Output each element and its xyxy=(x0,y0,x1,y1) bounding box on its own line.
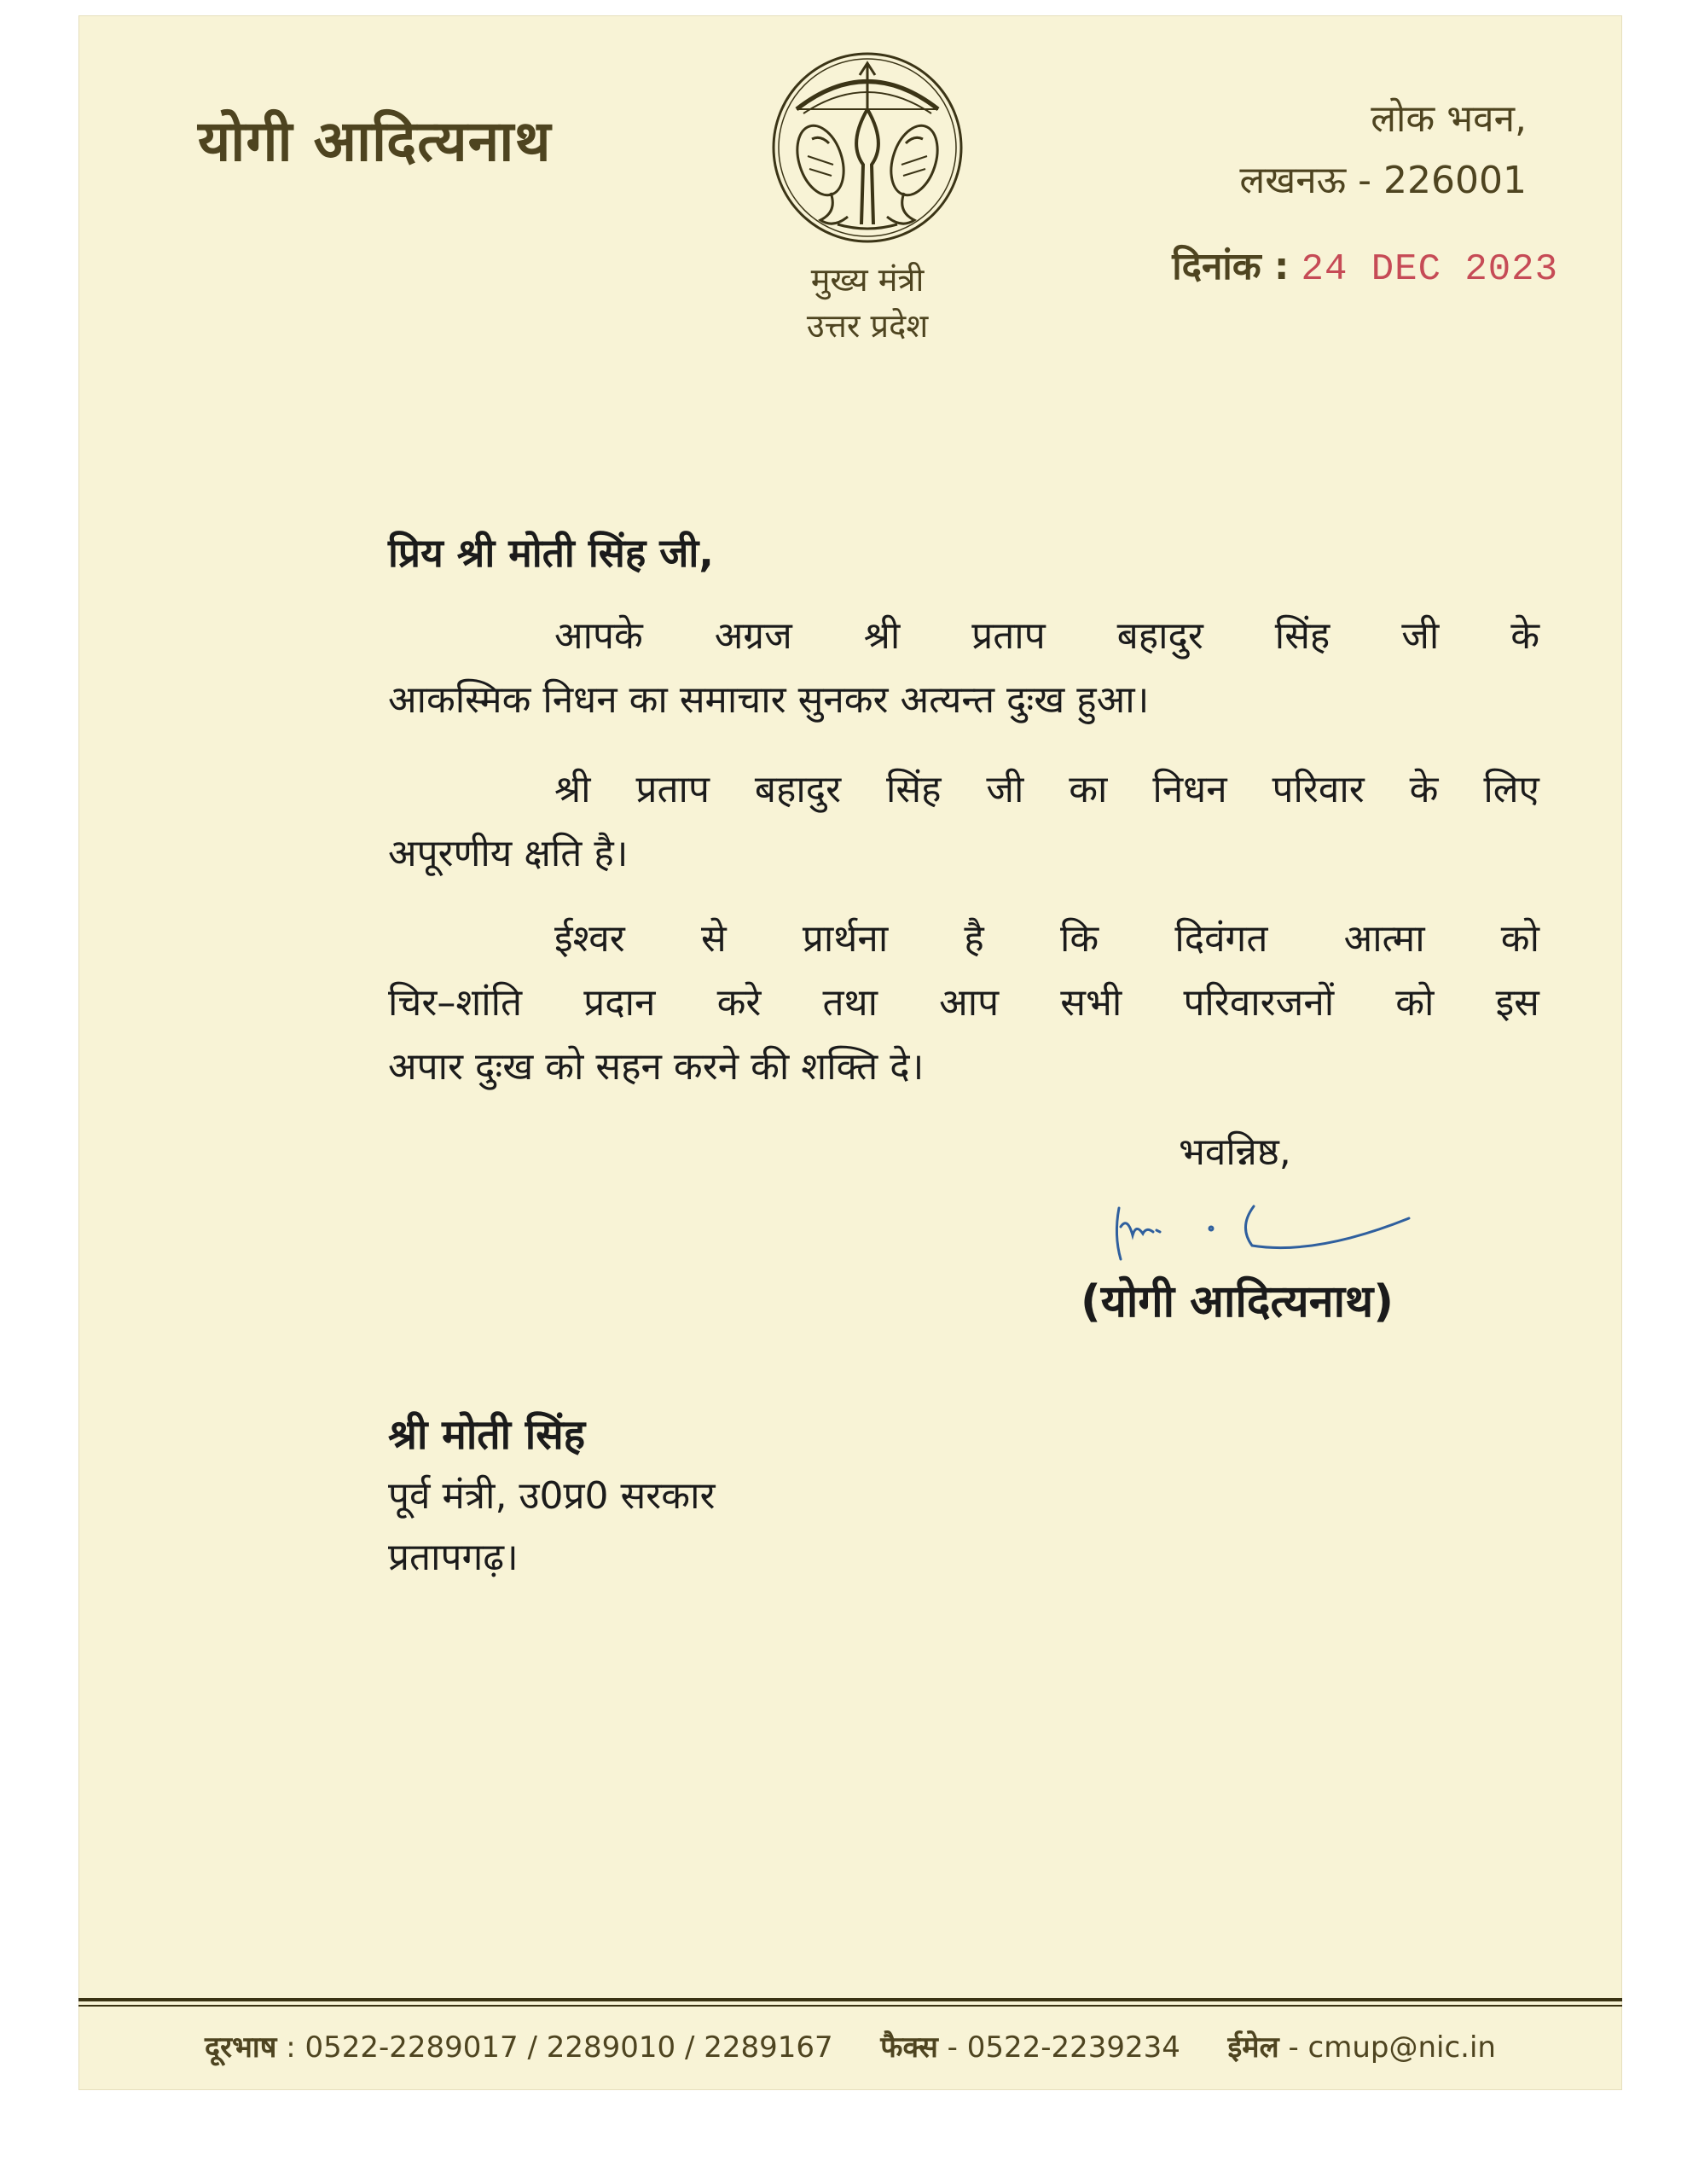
paragraph-3-line-1 xyxy=(388,907,1539,971)
word: परिवारजनों xyxy=(1183,981,1335,1025)
date-label: दिनांक : xyxy=(1172,245,1290,288)
salutation: प्रिय श्री मोती सिंह जी, xyxy=(388,530,714,576)
word: बहादुर xyxy=(1116,614,1203,658)
footer-rule xyxy=(78,1998,1622,2001)
word: चिर–शांति xyxy=(388,981,523,1025)
handwritten-signature xyxy=(1102,1184,1469,1278)
phone-numbers: : 0522-2289017 / 2289010 / 2289167 xyxy=(286,2030,833,2065)
word: आपके xyxy=(554,614,643,658)
word: के xyxy=(1409,768,1439,811)
paragraph-1 xyxy=(388,604,1539,732)
address-line-2: लखनऊ - 226001 xyxy=(1239,159,1527,202)
word: श्री xyxy=(554,768,591,811)
word: को xyxy=(1500,917,1539,961)
email-label: ईमेल xyxy=(1227,2030,1279,2065)
phone-label: दूरभाष xyxy=(205,2030,277,2065)
recipient-place: प्रतापगढ़। xyxy=(388,1536,519,1579)
paragraph-3-line-3: अपार दुःख को सहन करने की शक्ति दे। xyxy=(388,1045,925,1089)
word: है xyxy=(964,917,984,961)
letter-sheet xyxy=(78,15,1622,2090)
word: परिवार xyxy=(1272,768,1365,811)
state-emblem-icon xyxy=(769,49,965,246)
paragraph-2 xyxy=(388,758,1539,886)
recipient-name: श्री मोती सिंह xyxy=(388,1411,586,1459)
word: को xyxy=(1395,981,1435,1025)
word: श्री xyxy=(863,614,901,658)
paragraph-2-line-2: अपूरणीय क्षति है। xyxy=(388,832,629,875)
word: ईश्वर xyxy=(554,917,625,961)
date-row xyxy=(1172,239,1558,291)
paragraph-1-line-2: आकस्मिक निधन का समाचार सुनकर अत्यन्त दुःख हुआ। xyxy=(388,678,1150,722)
address-line-1: लोक भवन, xyxy=(1371,97,1527,141)
fax-label: फैक्स xyxy=(880,2030,938,2065)
word: आप xyxy=(939,981,1000,1025)
word: सिंह xyxy=(885,768,942,811)
word: प्रताप xyxy=(635,768,710,811)
closing: भवन्निष्ठ, xyxy=(1179,1130,1291,1174)
date-stamp: 24 DEC 2023 xyxy=(1301,248,1558,291)
word: आत्मा xyxy=(1343,917,1425,961)
recipient-designation: पूर्व मंत्री, उ0प्र0 सरकार xyxy=(388,1474,716,1518)
word: प्रदान xyxy=(583,981,656,1025)
word: से xyxy=(700,917,727,961)
word: इस xyxy=(1495,981,1539,1025)
word: के xyxy=(1510,614,1539,658)
fax-number: - 0522-2239234 xyxy=(947,2030,1180,2065)
word: तथा xyxy=(822,981,878,1025)
designation-title: मुख्य मंत्री xyxy=(810,261,925,299)
word: लिए xyxy=(1483,768,1539,811)
word: जी xyxy=(986,768,1024,811)
word: कि xyxy=(1059,917,1099,961)
word: करे xyxy=(716,981,762,1025)
word: प्रार्थना xyxy=(802,917,889,961)
footer-rule-thin xyxy=(78,2005,1622,2007)
paragraph-3 xyxy=(388,907,1539,1099)
word: का xyxy=(1069,768,1108,811)
designation-state: उत्तर प्रदेश xyxy=(806,307,929,345)
office-address xyxy=(1239,89,1527,212)
letterhead-name: योगी आदित्यनाथ xyxy=(198,108,552,174)
word: दिवंगत xyxy=(1174,917,1268,961)
recipient-block xyxy=(388,1404,715,1589)
paragraph-2-line-1 xyxy=(388,758,1539,822)
signer-name: (योगी आदित्यनाथ) xyxy=(1081,1276,1394,1327)
word: जी xyxy=(1401,614,1440,658)
footer-contacts xyxy=(78,2026,1622,2065)
email-address[interactable]: - cmup@nic.in xyxy=(1288,2030,1496,2065)
word: निधन xyxy=(1152,768,1227,811)
designation xyxy=(769,257,965,349)
word: प्रताप xyxy=(971,614,1046,658)
paragraph-1-line-1 xyxy=(388,604,1539,668)
word: अग्रज xyxy=(714,614,792,658)
word: सभी xyxy=(1060,981,1122,1025)
word: बहादुर xyxy=(754,768,842,811)
paragraph-3-line-2 xyxy=(388,971,1539,1035)
word: सिंह xyxy=(1274,614,1330,658)
